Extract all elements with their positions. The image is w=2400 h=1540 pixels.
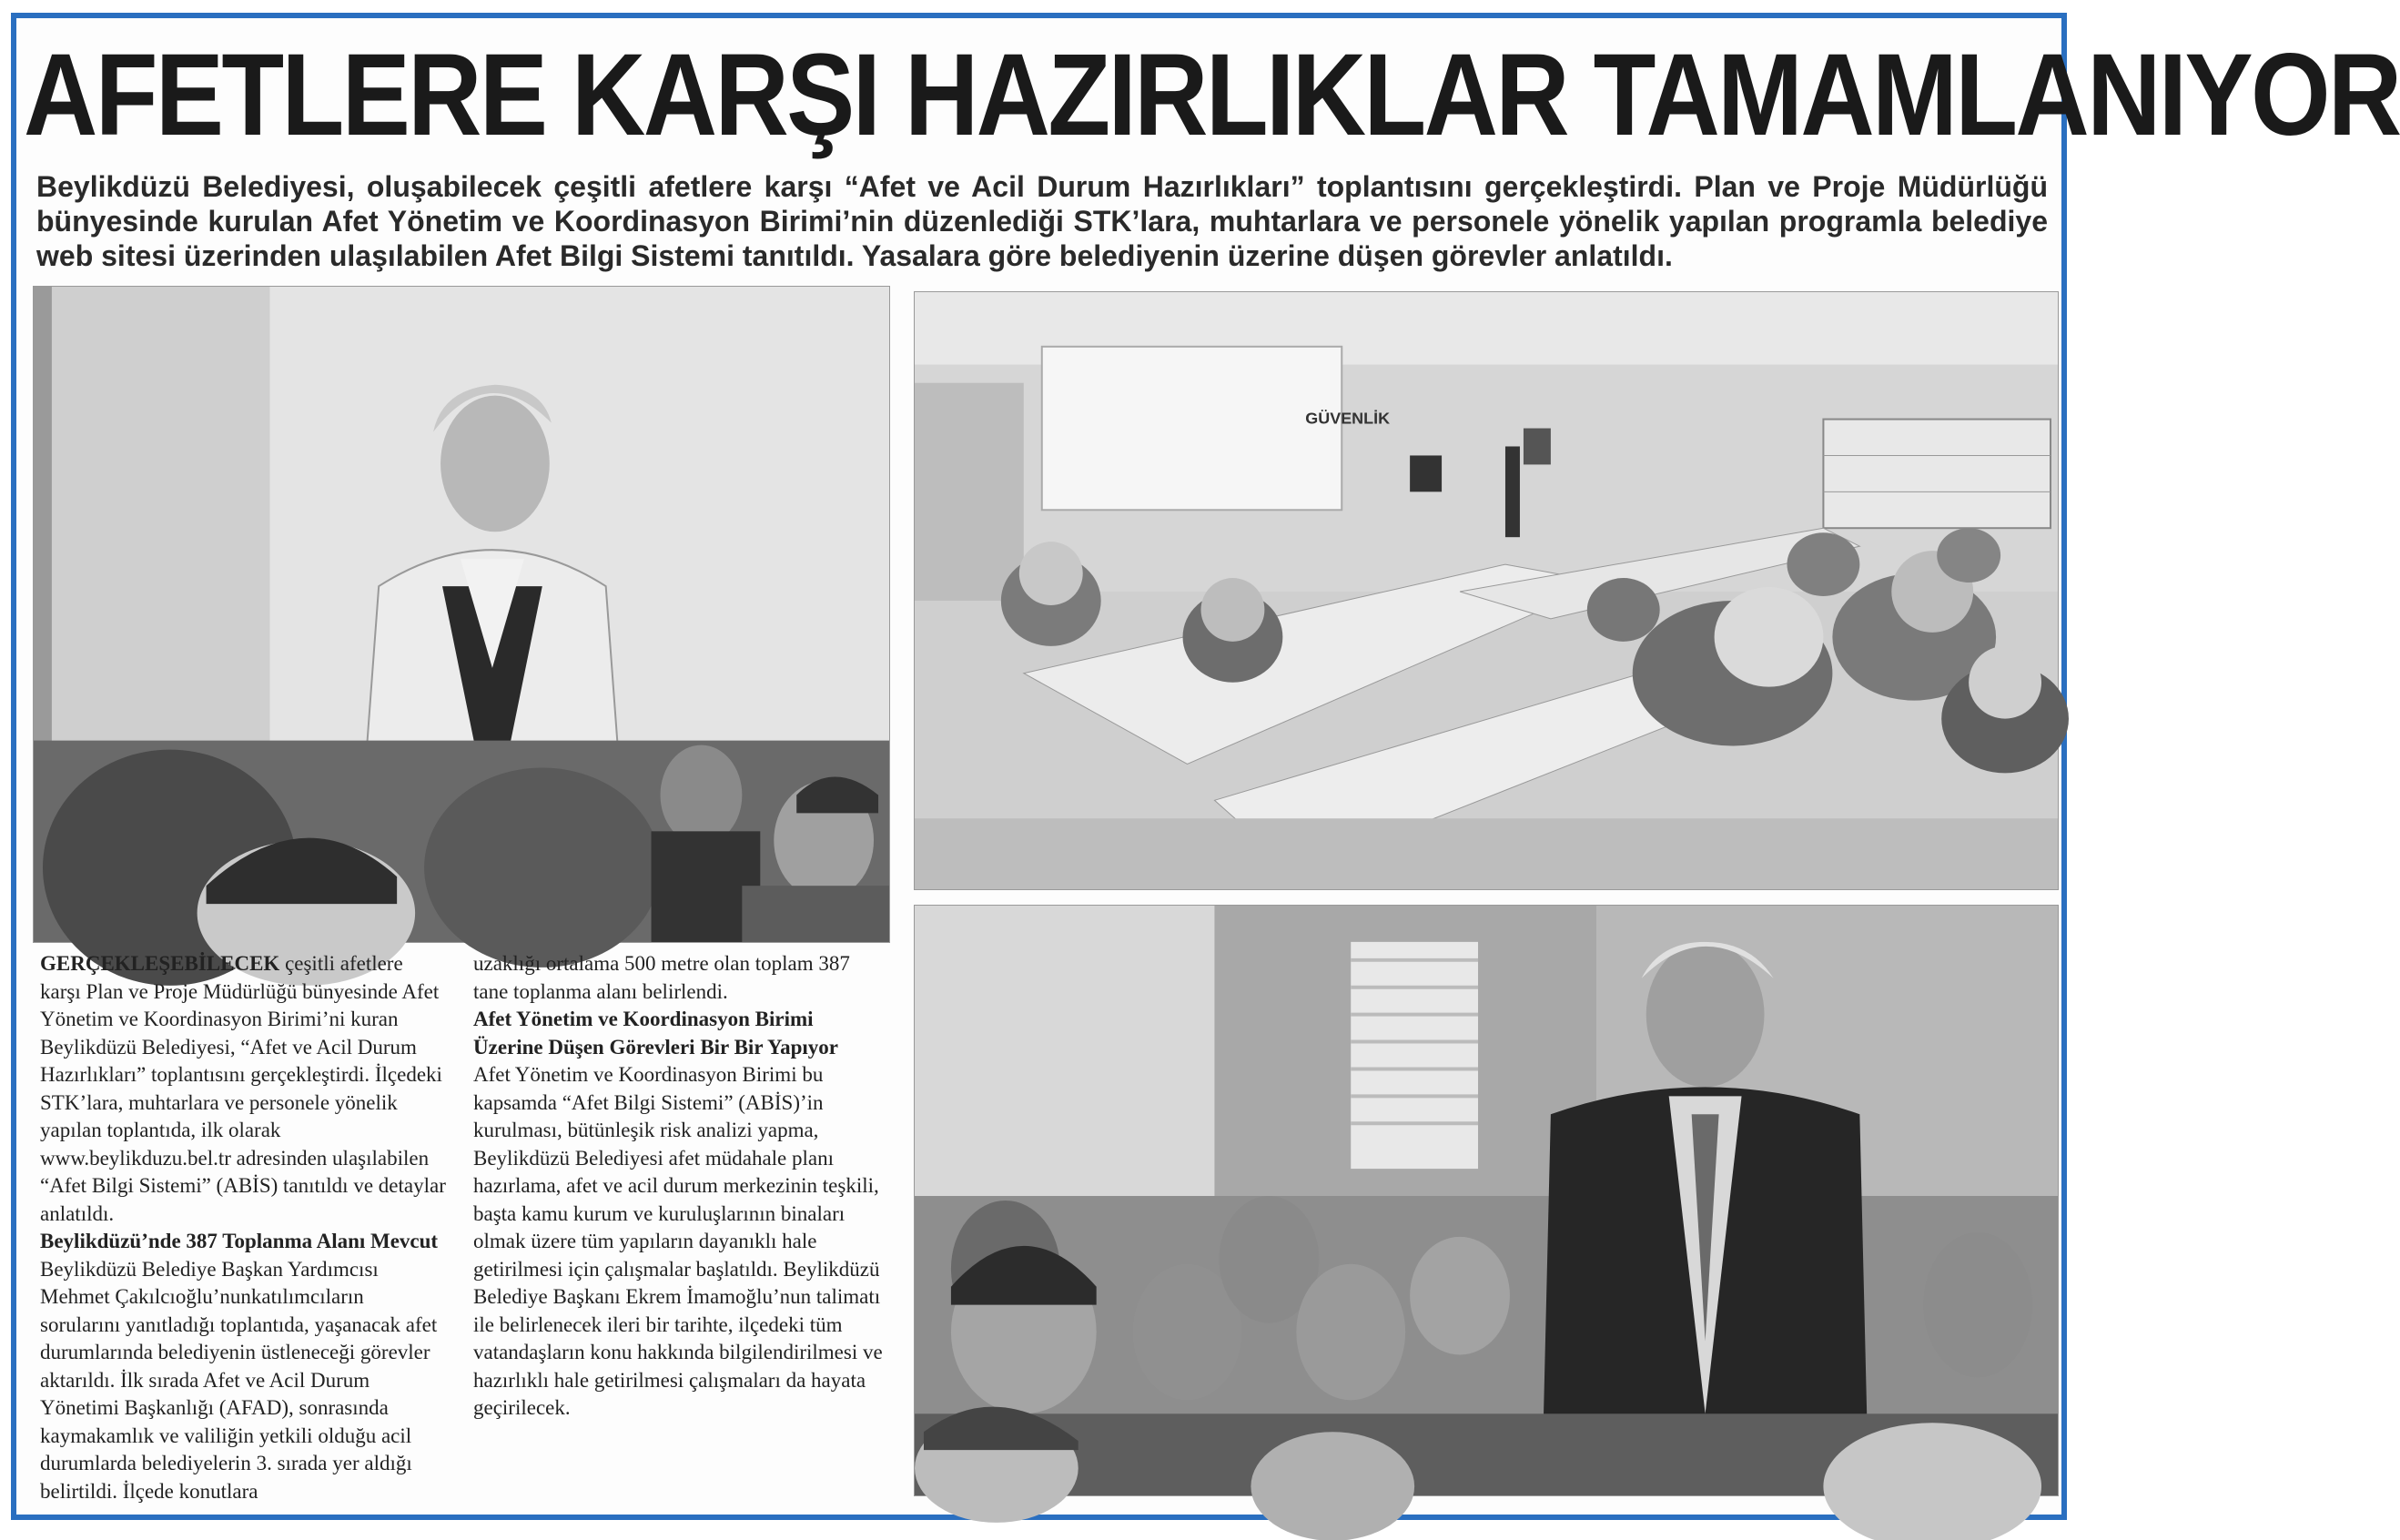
photo-meeting-room bbox=[914, 291, 2059, 890]
col2-paragraph-1: uzaklığı ortalama 500 metre olan toplam 387 tane toplanma alanı belirlendi. bbox=[473, 952, 850, 1003]
col1-subhead: Beylikdüzü’nde 387 Toplanma Alanı Mevcut bbox=[40, 1230, 439, 1252]
photo-man-standing bbox=[914, 905, 2059, 1496]
col1-paragraph-2: Beylikdüzü Belediye Başkan Yardımcısı Mehmet Çakılcıoğlu’nunkatılımcıların sorularını yanıtladığı toplantıda, yaşanacak afet durumlarında belediyenin üstleneceği görevler aktarıldı. İlk sırada Afet ve Acil Durum Yönetimi Başkanlığı (AFAD), sonrasında kaymakamlık ve valiliğin yetkili olduğu acil durumlarda belediyelerin 3. sırada yer aldığı belirtildi. İlçede konutlara bbox=[40, 1257, 438, 1503]
article-column-2 bbox=[473, 950, 887, 1496]
col2-subhead: Afet Yönetim ve Koordinasyon Birimi Üzerine Düşen Görevleri Bir Bir Yapıyor bbox=[473, 1008, 838, 1059]
photo-speaker-woman bbox=[33, 286, 890, 943]
col1-paragraph-1 bbox=[40, 950, 448, 1228]
col1-lead-word: GERÇEKLEŞEBİLECEK bbox=[40, 952, 280, 975]
col2-paragraph-2: Afet Yönetim ve Koordinasyon Birimi bu kapsamda “Afet Bilgi Sistemi” (ABİS)’in kurulması, bütünleşik risk analizi yapma, Beylikdüzü Belediyesi afet müdahale planı hazırlama, afet ve acil durum merkezinin teşkili, başta kamu kurum ve kuruluşlarının binaları olmak üzere tüm yapıların dayanıklı hale getirilmesi için çalışmalar başlatıldı. Beylikdüzü Belediye Başkanı Ekrem İmamoğlu’nun talimatı ile belirlenecek ileri bir tarihte, ilçedeki tüm vatandaşların konu hakkında bilgilendirilmesi ve hazırlıklı hale getirilmesi çalışmaları da hayata geçirilecek. bbox=[473, 1063, 883, 1419]
col1-text-1: çeşitli afetlere karşı Plan ve Proje Müdürlüğü bünyesinde Afet Yönetim ve Koordinasyon Birimi’ni kuran Beylikdüzü Belediyesi, “Afet ve Acil Durum Hazırlıkları” toplantısını gerçekleştirdi. İlçedeki STK’lara, muhtarlara ve personele yönelik yapılan toplantıda, ilk olarak www.beylikduzu.bel.tr adresinden ulaşılabilen “Afet Bilgi Sistemi” (ABİS) tanıtıldı ve detaylar anlatıldı. bbox=[40, 952, 446, 1225]
headline: AFETLERE KARŞI HAZIRLIKLAR TAMAMLANIYOR bbox=[24, 30, 2400, 160]
lead-paragraph: Beylikdüzü Belediyesi, oluşabilecek çeşitli afetlere karşı “Afet ve Acil Durum Hazırlıkları” toplantısını gerçekleştirdi. Plan ve Proje Müdürlüğü bünyesinde kurulan Afet Yönetim ve Koordinasyon Birimi’nin düzenlediği STK’lara, muhtarlara ve personele yönelik yapılan programla belediye web sitesi üzerinden ulaşılabilen Afet Bilgi Sistemi tanıtıldı. Yasalara göre belediyenin üzerine düşen görevler anlatıldı. bbox=[36, 170, 2048, 272]
meeting-room-sign: GÜVENLİK bbox=[1305, 409, 1391, 428]
article-column-1 bbox=[40, 950, 448, 1503]
